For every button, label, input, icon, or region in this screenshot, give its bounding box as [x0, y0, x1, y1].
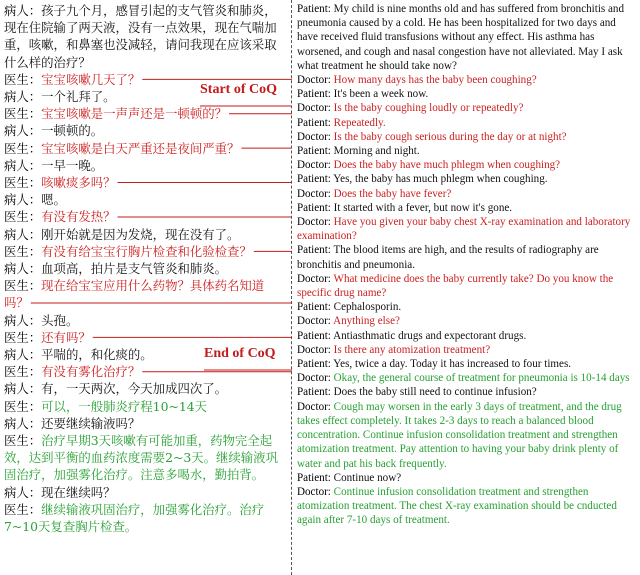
utterance-text: Cough may worsen in the early 3 days of treatment, and the drug takes effect completely. It takes 2-3 days to reach a balanced blood concentration. Continue infusion consolidation treatment and strengthen atomization treatment. Pay attention to having your baby drink plenty of water and pat his back frequently. [297, 400, 622, 470]
speaker-label: 医生： [4, 329, 42, 345]
utterance-text: 宝宝咳嗽几天了？ [41, 71, 141, 87]
speaker-label: 医生： [4, 398, 42, 414]
utterance-text: Have you given your baby chest X-ray examination and laboratory examination? [297, 216, 631, 243]
end-of-coq-label: End of CoQ [204, 346, 276, 361]
utterance-text: 宝宝咳嗽是一声声还是一顿顿的？ [41, 106, 228, 122]
utterance-text: Is the baby cough serious during the day or at night? [333, 130, 567, 143]
speaker-label: 病人： [4, 157, 42, 173]
utterance-text: 还有吗？ [41, 329, 91, 345]
utterance-text: 有，一天两次，今天加成四次了。 [41, 381, 228, 397]
utterance-text: Yes, the baby has much phlegm when coughing. [333, 173, 548, 186]
utterance-text: 有没有雾化治疗？ [41, 364, 141, 380]
utterance-text: 一早一晚。 [41, 157, 104, 173]
speaker-label: Patient: [297, 201, 334, 214]
speaker-label: Doctor: [297, 74, 334, 87]
utterance-text: 一个礼拜了。 [41, 89, 116, 105]
utterance-text: 一顿顿的。 [41, 123, 104, 139]
speaker-label: Doctor: [297, 187, 334, 200]
utterance-text: 有没有发热？ [41, 209, 116, 225]
speaker-label: Patient: [297, 116, 334, 129]
utterance-text: 有没有给宝宝行胸片检查和化验检查？ [41, 243, 252, 259]
utterance-text: Yes, twice a day. Today it has increased to four times. [333, 358, 572, 371]
utterance-text: Okay, the general course of treatment for pneumonia is 10-14 days [333, 372, 630, 385]
speaker-label: Doctor: [297, 272, 334, 285]
speaker-label: 医生： [4, 106, 42, 122]
speaker-label: Patient: [297, 3, 334, 15]
utterance-text: 血项高，拍片是支气管炎和肺炎。 [41, 261, 228, 277]
speaker-label: 病人： [4, 484, 42, 500]
speaker-label: Doctor: [297, 400, 334, 413]
utterance-text: 头孢。 [41, 312, 79, 328]
speaker-label: Doctor: [297, 102, 334, 115]
speaker-label: Patient: [297, 88, 334, 101]
utterance-text: 治疗早期3天咳嗽有可能加重，药物完全起效，达到平衡的血药浓度需要2~3天。继续输液巩固治疗，加强雾化治疗。注意多喝水，勤拍背。 [4, 433, 278, 483]
speaker-label: 病人： [4, 347, 42, 363]
utterance-text: What medicine does the baby currently take? Do you know the specific drug name? [297, 272, 614, 300]
utterance-text: 现在给宝宝应用什么药物？具体药名知道吗？ [4, 278, 265, 311]
speaker-label: Doctor: [297, 159, 334, 172]
speaker-label: Patient: [297, 329, 334, 342]
utterance-text: The blood items are high, and the results of radiography are bronchitis and pneumonia. [297, 244, 599, 271]
utterance-text: Is the baby coughing loudly or repeatedly? [333, 102, 524, 115]
utterance-text: Morning and night. [333, 145, 420, 158]
speaker-label: 病人： [4, 123, 42, 139]
speaker-label: Patient: [297, 471, 334, 484]
utterance-text: It's been a week now. [333, 88, 429, 101]
speaker-label: 病人： [4, 226, 42, 242]
speaker-label: Doctor: [297, 130, 334, 143]
speaker-label: 医生： [4, 209, 42, 225]
speaker-label: 医生： [4, 71, 42, 87]
utterance-text: Is there any atomization treatment? [333, 343, 491, 356]
speaker-label: 医生： [4, 433, 42, 449]
speaker-label: Patient: [297, 173, 334, 186]
speaker-label: 病人： [4, 415, 42, 431]
utterance-text: Anything else? [333, 315, 400, 328]
speaker-label: 医生： [4, 501, 42, 517]
utterance-text: Continue now? [333, 471, 402, 484]
utterance-text: Continue infusion consolidation treatment and strengthen atomization treatment. The chest X-ray examination should be cnducted again after 7-10 days of treatment. [297, 485, 617, 527]
speaker-label: Patient: [297, 145, 334, 158]
utterance-text: 平喘的，和化痰的。 [41, 347, 153, 363]
speaker-label: Patient: [297, 244, 334, 257]
speaker-label: Doctor: [297, 216, 334, 229]
utterance-text: My child is nine months old and has suffered from bronchitis and pneumonia caused by a cold. He has been hospitalized for two days and have received fluid transfusions without any effect. His asthma has worsened, and cough and nasal congestion have not alleviated. May I ask what treatment he should take now? [297, 3, 625, 72]
utterance-text: 继续输液巩固治疗，加强雾化治疗。治疗7~10天复查胸片检查。 [4, 501, 265, 535]
utterance-text: How many days has the baby been coughing? [333, 74, 537, 87]
speaker-label: 病人： [4, 261, 42, 277]
speaker-label: Doctor: [297, 315, 334, 328]
speaker-label: 医生： [4, 175, 42, 191]
start-of-coq-label: Start of CoQ [200, 82, 277, 97]
utterance-text: 现在继续吗？ [41, 484, 116, 500]
speaker-label: 病人： [4, 192, 42, 208]
speaker-label: Doctor: [297, 485, 334, 498]
utterance-text: 宝宝咳嗽是白天严重还是夜间严重？ [41, 140, 240, 156]
utterance-text: 咳嗽痰多吗？ [41, 175, 116, 191]
utterance-text: Cephalosporin. [333, 301, 402, 314]
speaker-label: 医生： [4, 140, 42, 156]
speaker-label: Doctor: [297, 343, 334, 356]
utterance-text: 嗯。 [41, 192, 66, 208]
utterance-text: Does the baby have much phlegm when coughing? [333, 159, 561, 172]
utterance-text: 孩子九个月，感冒引起的支气管炎和肺炎，现在住院输了两天液，没有一点效果，现在气喘加重，咳嗽，和鼻塞也没减轻，请问我现在应该采取什么样的治疗？ [4, 3, 277, 70]
utterance-text: Repeatedly. [333, 116, 386, 129]
speaker-label: Doctor: [297, 372, 334, 385]
speaker-label: 病人： [4, 89, 42, 105]
speaker-label: 病人： [4, 312, 42, 328]
utterance-text: Antiasthmatic drugs and expectorant drugs. [333, 329, 527, 342]
speaker-label: Patient: [297, 301, 334, 314]
speaker-label: 医生： [4, 243, 42, 259]
utterance-text: 可以，一般肺炎疗程10~14天 [41, 398, 207, 414]
utterance-text: Does the baby still need to continue infusion? [333, 386, 537, 399]
speaker-label: 医生： [4, 364, 42, 380]
utterance-text: 还要继续输液吗？ [41, 415, 141, 431]
utterance-text: It started with a fever, but now it's gone. [333, 201, 513, 214]
speaker-label: 医生： [4, 278, 42, 294]
utterance-text: Does the baby have fever? [333, 187, 452, 200]
speaker-label: Patient: [297, 386, 334, 399]
speaker-label: 病人： [4, 381, 42, 397]
speaker-label: 病人： [4, 3, 42, 18]
speaker-label: Patient: [297, 358, 334, 371]
utterance-text: 刚开始就是因为发烧，现在没有了。 [41, 226, 240, 242]
